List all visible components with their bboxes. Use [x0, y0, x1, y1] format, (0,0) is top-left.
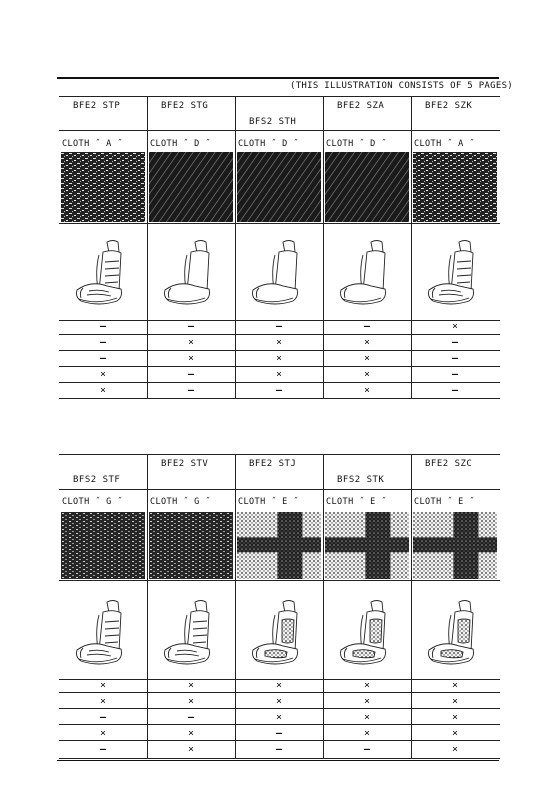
- seat-illustration: [69, 596, 135, 680]
- availability-mark: ×: [451, 680, 459, 691]
- seat-illustration: [333, 596, 399, 680]
- seat-illustration: [245, 236, 311, 320]
- column-divider: [323, 96, 324, 399]
- row-divider: [59, 366, 500, 367]
- availability-mark: —: [187, 321, 195, 332]
- model-code: BFS2 STK: [337, 475, 385, 485]
- availability-mark: ×: [363, 712, 371, 723]
- availability-mark: —: [99, 712, 107, 723]
- availability-mark: —: [451, 369, 459, 380]
- seat-illustration: [421, 236, 487, 320]
- row-divider: [59, 692, 500, 693]
- fabric-swatch: [61, 512, 145, 583]
- availability-mark: —: [99, 337, 107, 348]
- fabric-swatch: [237, 512, 321, 583]
- availability-mark: —: [99, 744, 107, 755]
- column-divider: [235, 454, 236, 759]
- top-rule: [57, 77, 499, 79]
- cloth-label: CLOTH ˝ A ˝: [414, 139, 475, 149]
- model-code: BFE2 STJ: [249, 459, 297, 469]
- fabric-swatch: [237, 152, 321, 226]
- seat-illustration: [157, 596, 223, 680]
- availability-mark: —: [187, 385, 195, 396]
- availability-mark: ×: [99, 369, 107, 380]
- column-divider: [235, 96, 236, 399]
- fabric-swatch: [413, 512, 497, 583]
- availability-mark: ×: [363, 696, 371, 707]
- availability-mark: ×: [363, 369, 371, 380]
- availability-mark: ×: [99, 696, 107, 707]
- availability-mark: —: [363, 321, 371, 332]
- model-code: BFS2 STF: [73, 475, 121, 485]
- model-code: BFE2 STV: [161, 459, 209, 469]
- row-divider: [59, 708, 500, 709]
- cloth-label: CLOTH ˝ D ˝: [326, 139, 387, 149]
- model-code: BFE2 STP: [73, 101, 121, 111]
- model-code: BFE2 SZK: [425, 101, 473, 111]
- row-divider: [59, 454, 500, 455]
- cloth-label: CLOTH ˝ E ˝: [238, 497, 299, 507]
- availability-mark: —: [275, 744, 283, 755]
- availability-mark: ×: [99, 680, 107, 691]
- fabric-swatch: [149, 152, 233, 226]
- availability-mark: ×: [275, 712, 283, 723]
- availability-mark: ×: [451, 728, 459, 739]
- availability-mark: ×: [363, 385, 371, 396]
- availability-mark: ×: [363, 353, 371, 364]
- availability-mark: —: [99, 353, 107, 364]
- availability-mark: ×: [275, 337, 283, 348]
- availability-mark: ×: [99, 385, 107, 396]
- availability-mark: ×: [275, 353, 283, 364]
- model-code: BFE2 SZC: [425, 459, 473, 469]
- availability-mark: —: [275, 321, 283, 332]
- row-divider: [59, 758, 500, 759]
- availability-mark: ×: [275, 369, 283, 380]
- bottom-rule: [57, 760, 499, 761]
- cloth-label: CLOTH ˝ E ˝: [414, 497, 475, 507]
- availability-mark: —: [99, 321, 107, 332]
- row-divider: [59, 489, 500, 490]
- availability-mark: —: [451, 337, 459, 348]
- cloth-label: CLOTH ˝ E ˝: [326, 497, 387, 507]
- availability-mark: ×: [187, 728, 195, 739]
- cloth-label: CLOTH ˝ G ˝: [62, 497, 123, 507]
- seat-illustration: [421, 596, 487, 680]
- availability-mark: ×: [187, 680, 195, 691]
- availability-mark: —: [275, 728, 283, 739]
- row-divider: [59, 350, 500, 351]
- availability-mark: ×: [99, 728, 107, 739]
- lower-trim-table: [59, 454, 500, 759]
- row-divider: [59, 398, 500, 399]
- availability-mark: —: [275, 385, 283, 396]
- cloth-label: CLOTH ˝ A ˝: [62, 139, 123, 149]
- availability-mark: ×: [187, 337, 195, 348]
- upper-trim-table: [59, 96, 500, 399]
- row-divider: [59, 382, 500, 383]
- availability-mark: ×: [187, 744, 195, 755]
- page-caption: (THIS ILLUSTRATION CONSISTS OF 5 PAGES): [290, 81, 514, 91]
- column-divider: [411, 454, 412, 759]
- availability-mark: ×: [363, 728, 371, 739]
- column-divider: [147, 454, 148, 759]
- availability-mark: —: [451, 385, 459, 396]
- fabric-swatch: [61, 152, 145, 226]
- availability-mark: ×: [275, 680, 283, 691]
- cloth-label: CLOTH ˝ D ˝: [150, 139, 211, 149]
- availability-mark: ×: [451, 744, 459, 755]
- availability-mark: ×: [275, 696, 283, 707]
- availability-mark: ×: [363, 337, 371, 348]
- row-divider: [59, 96, 500, 97]
- fabric-swatch: [413, 152, 497, 226]
- seat-illustration: [69, 236, 135, 320]
- cloth-label: CLOTH ˝ G ˝: [150, 497, 211, 507]
- row-divider: [59, 740, 500, 741]
- model-code: BFE2 STG: [161, 101, 209, 111]
- cloth-label: CLOTH ˝ D ˝: [238, 139, 299, 149]
- fabric-swatch: [325, 152, 409, 226]
- row-divider: [59, 724, 500, 725]
- availability-mark: —: [363, 744, 371, 755]
- availability-mark: —: [451, 353, 459, 364]
- seat-illustration: [157, 236, 223, 320]
- seat-illustration: [333, 236, 399, 320]
- availability-mark: —: [187, 712, 195, 723]
- availability-mark: ×: [451, 712, 459, 723]
- model-code: BFE2 SZA: [337, 101, 385, 111]
- column-divider: [411, 96, 412, 399]
- availability-mark: ×: [187, 696, 195, 707]
- fabric-swatch: [325, 512, 409, 583]
- availability-mark: —: [187, 369, 195, 380]
- fabric-swatch: [149, 512, 233, 583]
- row-divider: [59, 334, 500, 335]
- row-divider: [59, 130, 500, 131]
- availability-mark: ×: [451, 696, 459, 707]
- model-code: BFS2 STH: [249, 117, 297, 127]
- column-divider: [147, 96, 148, 399]
- availability-mark: ×: [187, 353, 195, 364]
- column-divider: [323, 454, 324, 759]
- availability-mark: ×: [451, 321, 459, 332]
- availability-mark: ×: [363, 680, 371, 691]
- seat-illustration: [245, 596, 311, 680]
